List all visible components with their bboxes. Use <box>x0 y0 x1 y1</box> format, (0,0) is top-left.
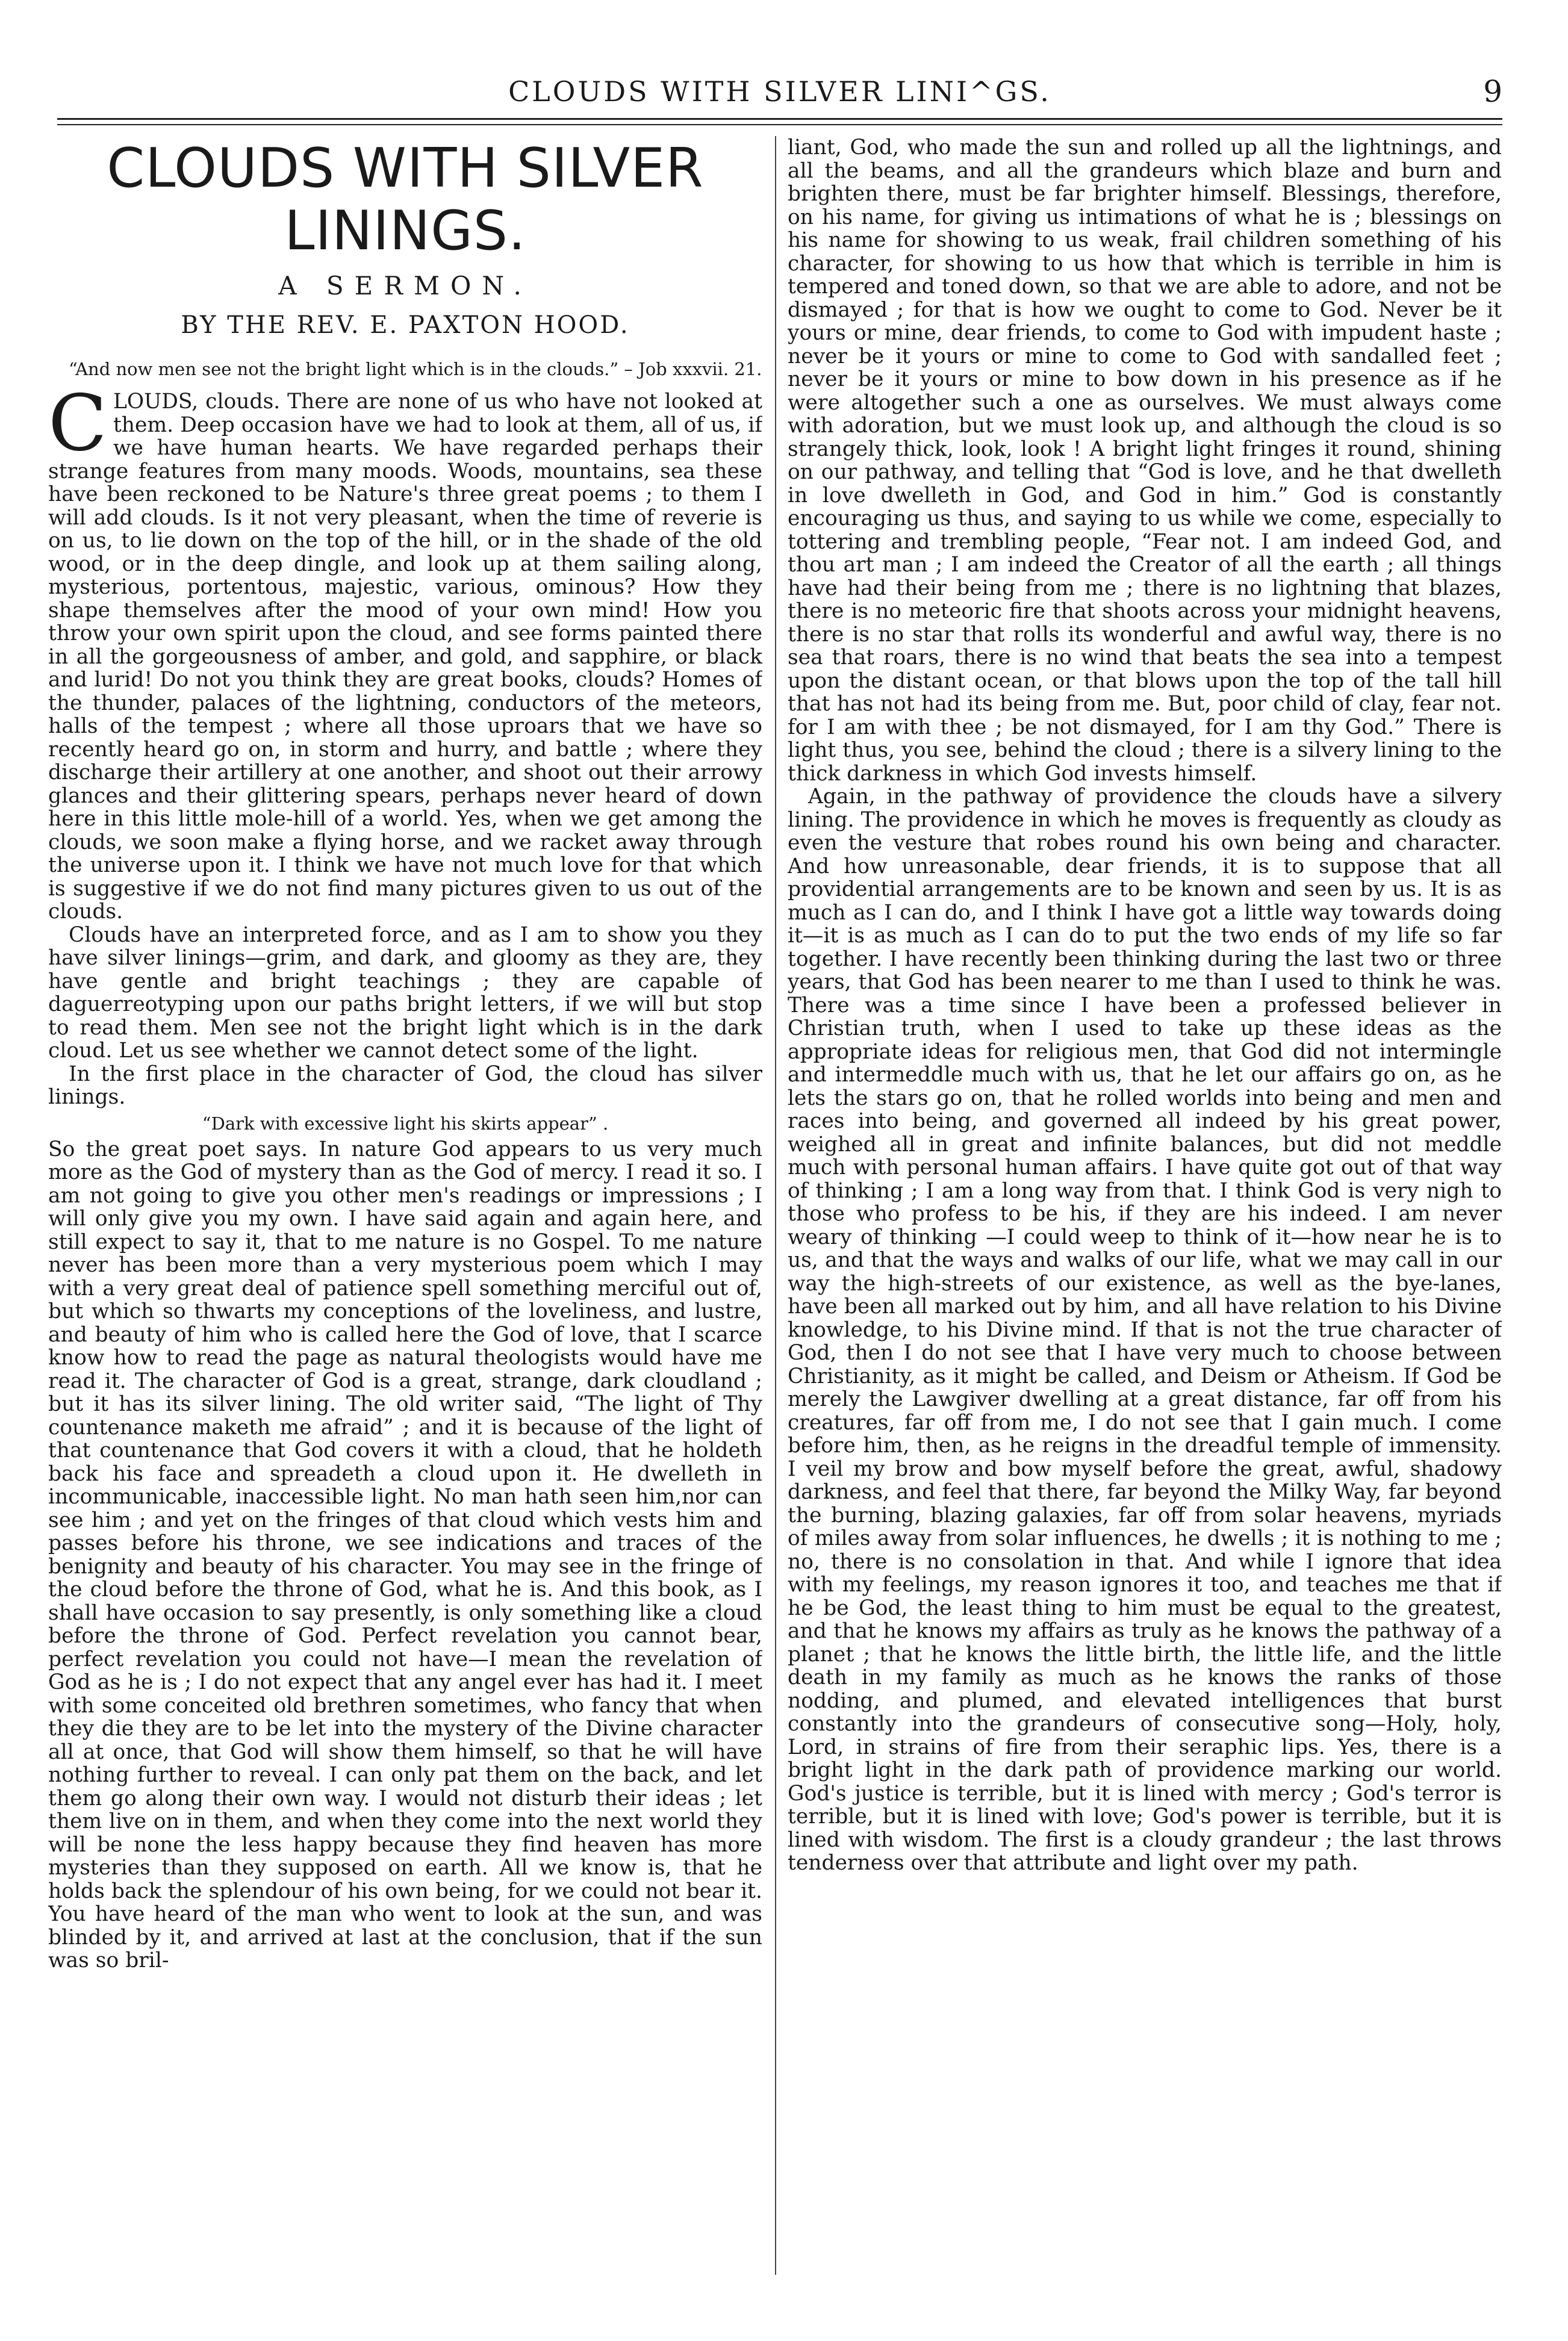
epigraph: “And now men see not the bright light which is in the clouds.” – Job xxxvii. 21. <box>69 359 762 379</box>
paragraph: liant, God, who made the sun and rolled up all the lightnings, and all the beams, and all the grandeurs which blaze and burn and brighten there, must be far brighter himself. Blessings, therefore, on his name, for giving us intimations of what he is ; blessings on his name for showing to us weak, frail children something of his character, for showing to us how that which is terrible in him is tempered and toned down, so that we are able to adore, and not be dismayed ; for that is how we ought to come to God. Never be it yours or mine, dear friends, to come to God with impudent haste ; never be it yours or mine to come to God with sandalled feet ; never be it yours or mine to bow down in his presence as if he were altogether such a one as ourselves. We must always come with adoration, but we must look up, and although the cloud is so strangely thick, look, look ! A bright light fringes it round, shining on our pathway, and telling that “God is love, and he that dwelleth in love dwelleth in God, and God in him.” God is constantly encouraging us thus, and saying to us while we come, especially to tottering and trembling people, “Fear not. I am indeed God, and thou art man ; I am indeed the Creator of all the earth ; all things have had their being from me ; there is no lightning that blazes, there is no meteoric fire that shoots across your midnight heavens, there is no star that rolls its wonderful and awful way, there is no sea that roars, there is no wind that beats the sea into a tempest upon the distant ocean, or that blows upon the top of the tall hill that has not had its being from me. But, poor child of clay, fear not. for I am with thee ; be not dismayed, for I am thy God.” There is light thus, you see, behind the cloud ; there is a silvery lining to the thick darkness in which God invests himself. <box>788 136 1502 786</box>
running-head <box>57 73 1502 116</box>
paragraph-text: LOUDS, clouds. There are none of us who have not looked at them. Deep occasion have we had to look at them, all of us, if we have human hearts. We have regarded perhaps their strange features from many moods. Woods, mountains, sea these have been reckoned to be Nature's three great poems ; to them I will add clouds. Is it not very pleasant, when the time of reverie is on us, to lie down on the top of the hill, or in the shade of the old wood, or in the deep dingle, and look up at them sailing along, mysterious, portentous, majestic, various, ominous? How they shape themselves after the mood of your own mind! How you throw your own spirit upon the cloud, and see forms painted there in all the gorgeousness of amber, and gold, and sapphire, or black and lurid! Do not you think they are great books, clouds? Homes of the thunder, palaces of the lightning, conductors of the meteors, halls of the tempest ; where all those uproars that we have so recently heard go on, in storm and hurry, and battle ; where they discharge their artillery at one another, and shoot out their arrowy glances and their glittering spears, perhaps never heard of down here in this little mole-hill of a world. Yes, when we get among the clouds, we soon make a flying horse, and we racket away through the universe upon it. I think we have not much love for that which is suggestive if we do not find many pictures given to us out of the clouds. <box>48 390 762 924</box>
paragraph: So the great poet says. In nature God appears to us very much more as the God of mystery than as the God of mercy. I read it so. I am not going to give you other men's readings or impressions ; I will only give you my own. I have said again and again here, and still expect to say it, that to me nature is no Gospel. To me nature never has been more than a very mysterious poem which I may with a very great deal of patience spell something merciful out of, but which so thwarts my conceptions of the loveliness, and lustre, and beauty of him who is called here the God of love, that I scarce know how to read the page as natural theologists would have me read it. The character of God is a great, strange, dark cloudland ; but it has its silver lining. The old writer said, “The light of Thy countenance maketh me afraid” ; and it is because of the light of that countenance that God covers it with a cloud, that he holdeth back his face and spreadeth a cloud upon it. He dwelleth in incommunicable, inaccessible light. No man hath seen him,nor can see him ; and yet on the fringes of that cloud which vests him and passes before his throne, we see indications and traces of the benignity and beauty of his character. You may see in the fringe of the cloud before the throne of God, what he is. And this book, as I shall have occasion to say presently, is only something like a cloud before the throne of God. Perfect revelation you cannot bear, perfect revelation you could not have—I mean the revelation of God as he is ; I do not expect that any angel ever has had it. I meet with some conceited old brethren sometimes, who fancy that when they die they are to be let into the mystery of the Divine character all at once, that God will show them himself, so that he will have nothing further to reveal. I can only pat them on the back, and let them go along their own way. I would not disturb their ideas ; let them live on in them, and when they come into the next world they will be none the less happy because they find heaven has more mysteries than they supposed on earth. All we know is, that he holds back the splendour of his own being, for we could not bear it. You have heard of the man who went to look at the sun, and was blinded by it, and arrived at last at the conclusion, that if the sun was so bril- <box>48 1137 762 1973</box>
header-rule-thin <box>57 124 1502 125</box>
right-column <box>788 136 1502 2293</box>
paragraph: In the first place in the character of God, the cloud has silver linings. <box>48 1062 762 1109</box>
drop-cap: C <box>48 379 107 468</box>
inline-quote: “Dark with excessive light his skirts appear” . <box>202 1113 609 1134</box>
page-number: 9 <box>1483 74 1502 109</box>
byline: BY THE REV. E. PAXTON HOOD. <box>181 311 630 339</box>
paragraph: Again, in the pathway of providence the clouds have a silvery lining. The providence in which he moves is frequently as cloudy as even the vesture that robes round his own being and character. And how unreasonable, dear friends, it is to suppose that all providential arrangements are to be known and seen by us. It is as much as I can do, and I think I have got a little way towards doing it—it is as much as I can do to put the two ends of my life so far together. I have recently been thinking during the last two or three years, that God has been nearer to me than I used to think he was. There was a time since I have been a professed believer in Christian truth, when I used to take up these ideas as the appropriate ideas for religious men, that God did not intermingle and intermeddle much with us, that he let our affairs go on, as he lets the stars go on, that he rolled worlds into being and men and races into being, and governed all indeed by his great power, weighed all in great and infinite balances, but did not meddle much with personal human affairs. I have quite got out of that way of thinking ; I am a long way from that. I think God is very nigh to those who profess to be his, if they are his indeed. I am never weary of thinking —I could weep to think of it—how near he is to us, and that the ways and walks of our life, what we may call in our way the high-streets of our existence, as well as the bye-lanes, have been all marked out by him, and all have relation to his Divine knowledge, to his Divine mind. If that is not the true character of God, then I do not see that I have very much to choose between Christianity, as it might be called, and Deism or Atheism. If God be merely the Lawgiver dwelling at a great distance, far off from his creatures, far off from me, I do not see that I gain much. I come before him, then, as he reigns in the dreadful temple of immensity. I veil my brow and bow myself before the great, awful, shadowy darkness, and feel that there, far beyond the Milky Way, far beyond the burning, blazing galaxies, far off from solar heavens, myriads of miles away from solar influences, he dwells ; it is nothing to me ; no, there is no consolation in that. And while I ignore that idea with my feelings, my reason ignores it too, and teaches me that if he be God, the least thing to him must be equal to the greatest, and that he knows my affairs as truly as he knows the pathway of a planet ; that he knows the little birth, the little life, and the little death in my family as much as he knows the ranks of those nodding, and plumed, and elevated intelligences that burst constantly into the grandeurs of consecutive song—Holy, holy, Lord, in strains of fire from their seraphic lips. Yes, there is a bright light in the dark path of providence marking our world. God's justice is terrible, but it is lined with mercy ; God's terror is terrible, but it is lined with love; God's power is terrible, but it is lined with wisdom. The first is a cloudy grandeur ; the last throws tenderness over that attribute and light over my path. <box>788 785 1502 1875</box>
column-divider <box>775 136 776 2275</box>
header-rule <box>57 118 1502 120</box>
paragraph: Clouds have an interpreted force, and as I am to show you they have silver linings—grim, and dark, and gloomy as they are, they have gentle and bright teachings ; they are capable of daguerreotyping upon our paths bright letters, if we will but stop to read them. Men see not the bright light which is in the dark cloud. Let us see whether we cannot detect some of the light. <box>48 922 762 1063</box>
left-column <box>48 136 762 2293</box>
paragraph <box>48 379 762 924</box>
article-title: CLOUDS WITH SILVER LININGS. <box>107 137 704 263</box>
running-title: CLOUDS WITH SILVER LINI^GS. <box>508 75 1051 108</box>
article-subtitle: A SERMON. <box>278 271 532 300</box>
